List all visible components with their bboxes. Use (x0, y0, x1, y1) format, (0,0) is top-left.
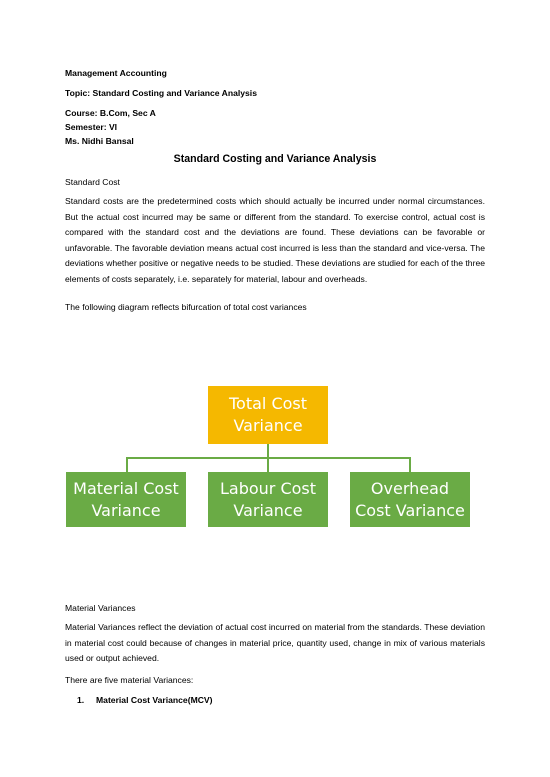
document-title: Standard Costing and Variance Analysis (173, 153, 377, 165)
diagram-connector (409, 457, 411, 472)
diagram-intro: The following diagram reflects bifurcation of total cost variances (65, 302, 307, 312)
diagram-connector (267, 444, 269, 458)
topic-line: Topic: Standard Costing and Variance Analysis (65, 88, 257, 98)
diagram-node-material-cost-variance: Material Cost Variance (66, 472, 186, 527)
standard-cost-heading: Standard Cost (65, 177, 120, 187)
list-item-number: 1. (77, 695, 85, 705)
diagram-node-total-cost-variance: Total Cost Variance (208, 386, 328, 444)
standard-cost-paragraph: Standard costs are the predetermined costs which should actually be incurred under normal circumstances. But the actual cost incurred may be same or different from the standard. To exercise control, actual cost is compared with the standard cost and the deviations are found. These deviations can be favorable or unfavorable. The favorable deviation means actual cost incurred is less than the standard and vice-versa. The deviations whether positive or negative needs to be studied. These deviations are studied for each of the three elements of costs separately, i.e. separately for material, labour and overheads. (65, 196, 485, 284)
diagram-node-overhead-cost-variance: Overhead Cost Variance (350, 472, 470, 527)
diagram-node-labour-cost-variance: Labour Cost Variance (208, 472, 328, 527)
material-variances-paragraph: Material Variances reflect the deviation of actual cost incurred on material from the standards. These deviation in material cost could because of changes in material price, quantity used, change in mix of various materials used or output achieved. (65, 622, 485, 664)
diagram-connector (126, 457, 128, 472)
list-intro: There are five material Variances: (65, 675, 194, 685)
author-line: Ms. Nidhi Bansal (65, 136, 134, 146)
list-item (77, 695, 213, 705)
list-item-text: Material Cost Variance(MCV) (96, 695, 213, 705)
material-variances-heading: Material Variances (65, 603, 136, 613)
course-line: Course: B.Com, Sec A (65, 108, 156, 118)
diagram-connector (267, 457, 269, 472)
subject-heading: Management Accounting (65, 68, 167, 78)
semester-line: Semester: VI (65, 122, 118, 132)
